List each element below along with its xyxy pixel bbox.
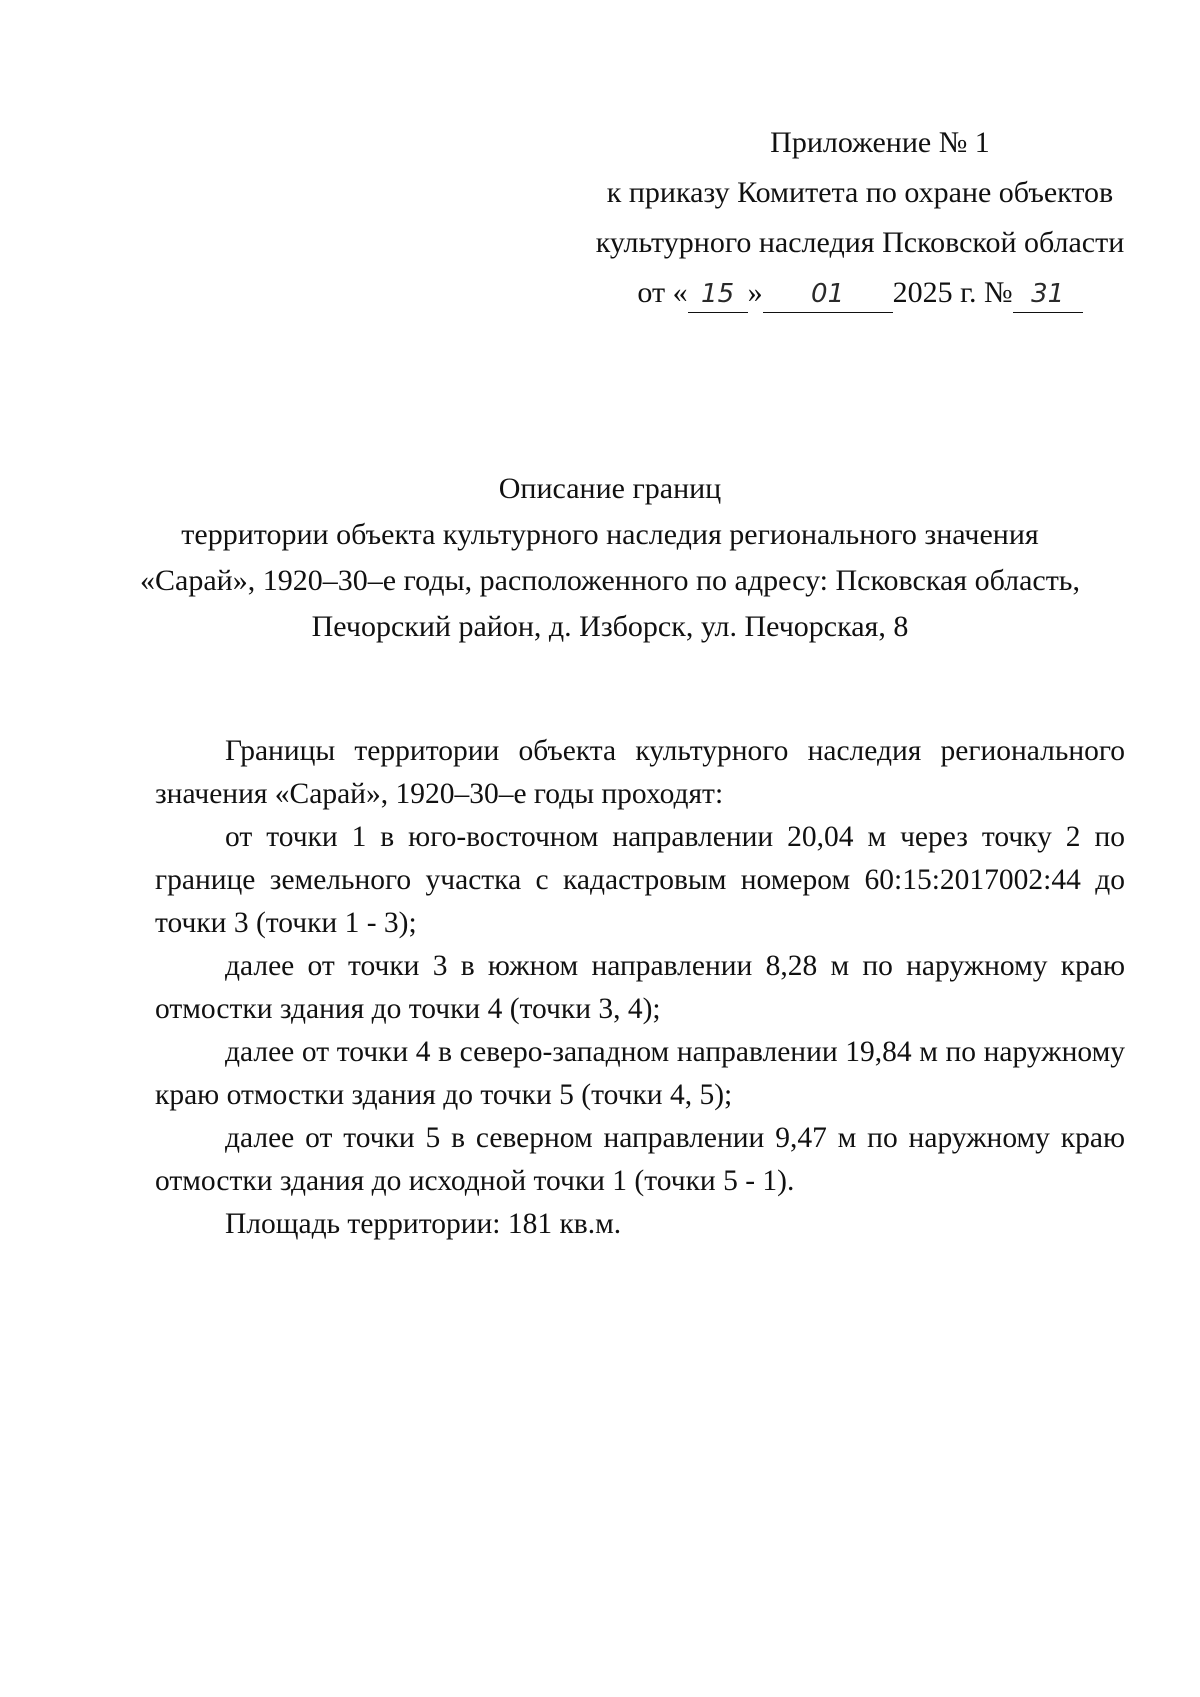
order-reference: к приказу Комитета по охране объектов bbox=[606, 176, 1114, 209]
order-number-handwritten: 31 bbox=[1013, 276, 1083, 313]
boundary-segment-3: далее от точки 4 в северо-западном направлении 19,84 м по наружному краю отмостки здания до точки 5 (точки 4, 5); bbox=[155, 1036, 1125, 1111]
order-date-line bbox=[560, 268, 1160, 318]
committee-name: культурного наследия Псковской области bbox=[595, 226, 1125, 259]
boundary-segment-4: далее от точки 5 в северном направлении 9,47 м по наружному краю отмостки здания до исходной точки 1 (точки 5 - 1). bbox=[155, 1122, 1125, 1197]
date-month-handwritten: 01 bbox=[763, 276, 893, 313]
date-mid: » bbox=[747, 276, 763, 309]
boundary-segment-1: от точки 1 в юго-восточном направлении 20,04 м через точку 2 по границе земельного участка с кадастровым номером 60:15:2017002:44 до точки 3 (точки 1 - 3); bbox=[155, 821, 1125, 939]
date-day-handwritten: 15 bbox=[688, 276, 748, 313]
title-line-2: территории объекта культурного наследия регионального значения bbox=[181, 518, 1039, 551]
appendix-number: Приложение № 1 bbox=[770, 126, 990, 159]
document-body bbox=[155, 730, 1125, 1246]
date-prefix: от « bbox=[637, 276, 688, 309]
date-year: 2025 г. № bbox=[892, 276, 1013, 309]
title-line-4: Печорский район, д. Изборск, ул. Печорская, 8 bbox=[311, 610, 909, 643]
title-line-1: Описание границ bbox=[498, 472, 722, 505]
title-line-3: «Сарай», 1920–30–е годы, расположенного по адресу: Псковская область, bbox=[140, 564, 1080, 597]
boundary-segment-2: далее от точки 3 в южном направлении 8,28 м по наружному краю отмостки здания до точки 4 (точки 3, 4); bbox=[155, 950, 1125, 1025]
intro-paragraph: Границы территории объекта культурного наследия регионального значения «Сарай», 1920–30–е годы проходят: bbox=[155, 735, 1125, 810]
area-paragraph: Площадь территории: 181 кв.м. bbox=[225, 1208, 622, 1240]
document-title bbox=[140, 466, 1080, 650]
appendix-header bbox=[560, 118, 1160, 318]
